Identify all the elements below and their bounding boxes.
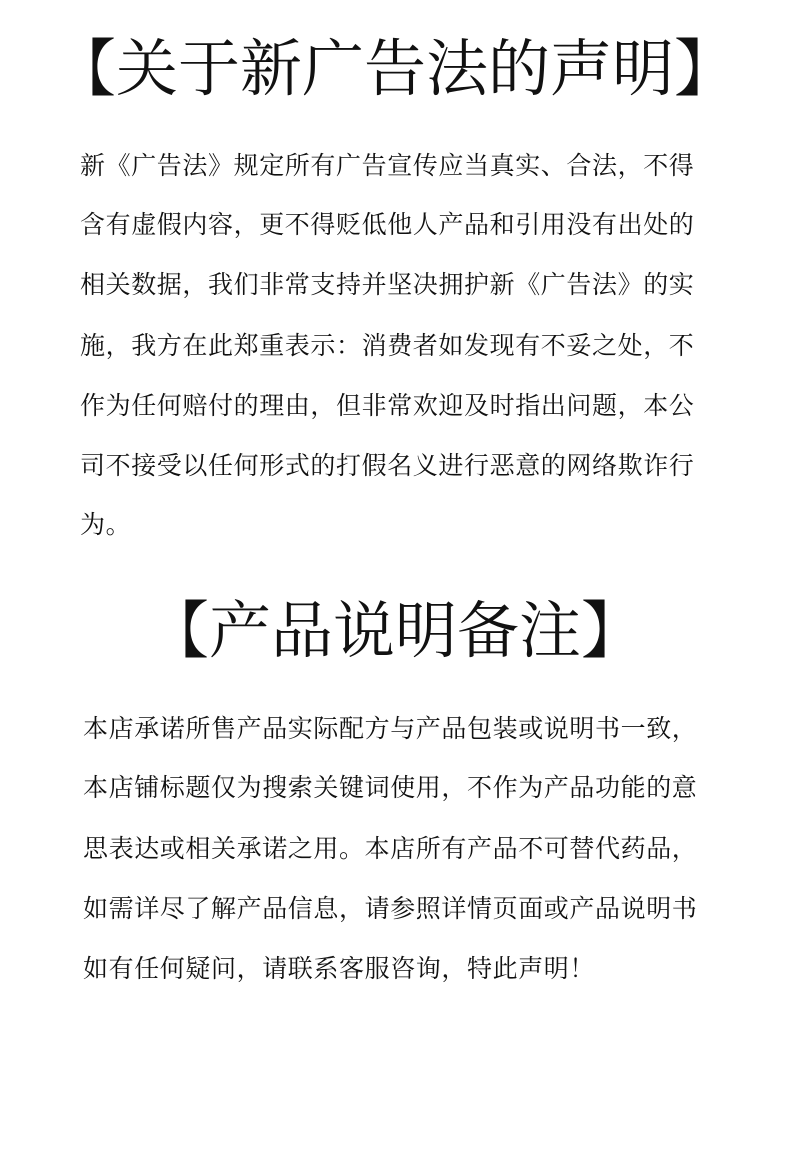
advertising-law-title: 【关于新广告法的声明】	[53, 32, 736, 105]
product-notes-title: 【产品说明备注】	[146, 594, 643, 667]
notes-line: 思表达或相关承诺之用。本店所有产品不可替代药品，	[83, 834, 698, 863]
statement-line: 司不接受以任何形式的打假名义进行恶意的网络欺诈行	[80, 451, 695, 480]
statement-line: 施，我方在此郑重表示：消费者如发现有不妥之处，不	[80, 331, 695, 360]
statement-line: 含有虚假内容，更不得贬低他人产品和引用没有出处的	[80, 210, 695, 239]
statement-line: 作为任何赔付的理由，但非常欢迎及时指出问题，本公	[80, 391, 695, 420]
notes-line: 本店承诺所售产品实际配方与产品包装或说明书一致，	[83, 714, 698, 743]
statement-line: 为。	[80, 510, 132, 539]
notes-line: 本店铺标题仅为搜索关键词使用，不作为产品功能的意	[83, 773, 698, 802]
notes-line: 如有任何疑问，请联系客服咨询，特此声明！	[83, 954, 596, 983]
notes-line: 如需详尽了解产品信息，请参照详情页面或产品说明书	[83, 894, 698, 923]
statement-line: 相关数据，我们非常支持并坚决拥护新《广告法》的实	[80, 270, 695, 299]
statement-line: 新《广告法》规定所有广告宣传应当真实、合法，不得	[80, 151, 695, 180]
